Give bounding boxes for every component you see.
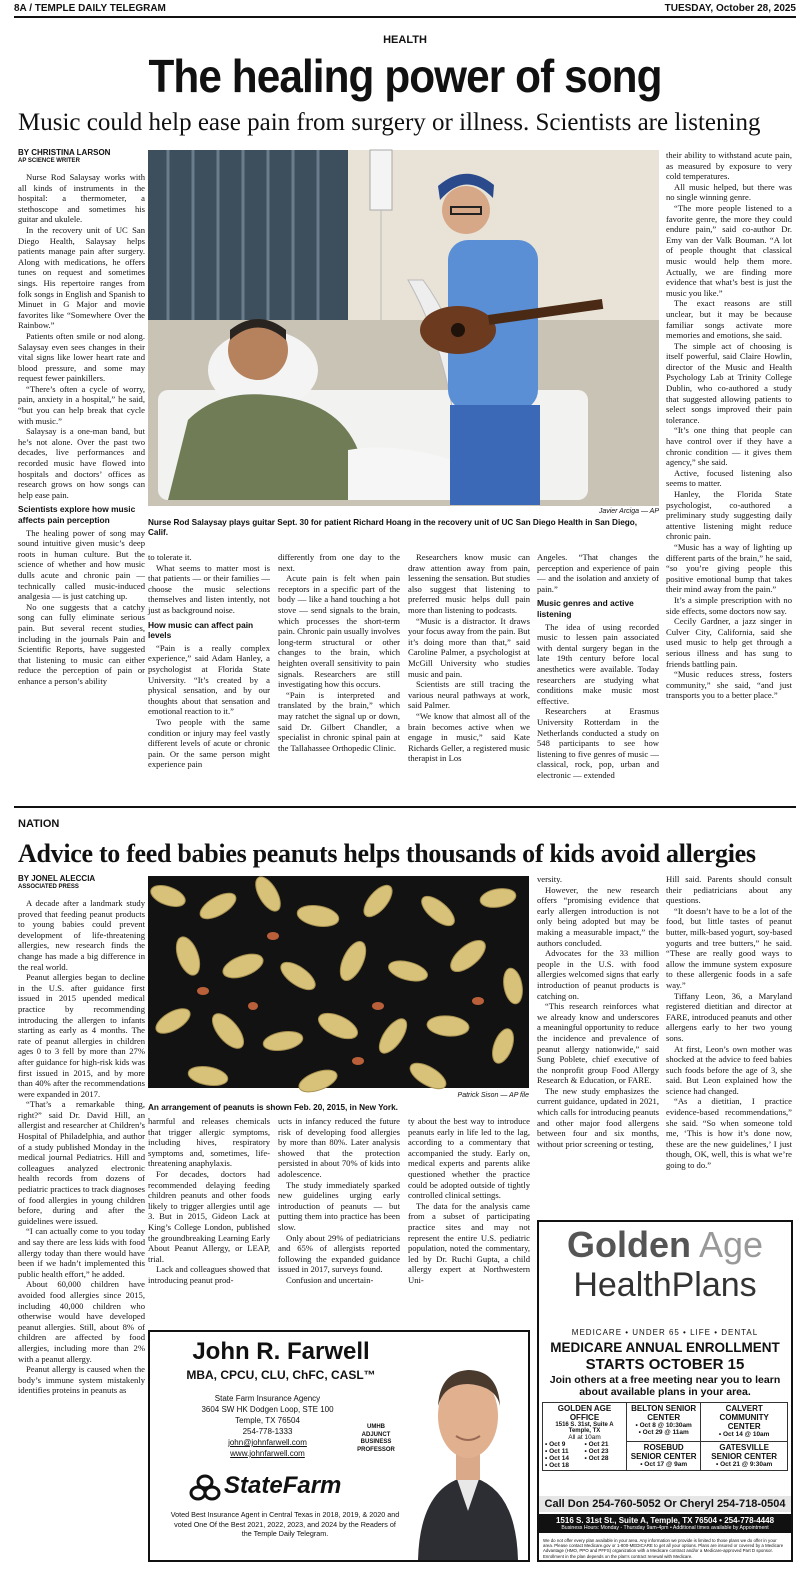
paragraph: In the recovery unit of UC San Diego Health, Salaysay helps patients manage pain after surgery. Along with medications, he offers tunes on request and sometimes sings. His repertoire ranges from folk songs in English and Spanish to Minuet in G Major and movie favorites like “Somewhere Over the Rainbow.” <box>18 224 145 331</box>
photo-credit-sison: Patrick Sison — AP file <box>457 1092 529 1099</box>
paragraph: Active, focused listening also seems to matter. <box>666 467 792 489</box>
paragraph: “Pain is a really complex experience,” said Adam Hanley, a psychologist at Florida State University. “It’s created by a physical sensation, and by our thoughts about that sensation and emotional reaction to it.” <box>148 642 270 717</box>
photo-nurse-guitar <box>148 150 659 506</box>
byline-name: BY JONEL ALECCIA <box>18 874 96 883</box>
meeting-date: • Oct 18 <box>545 1462 569 1469</box>
paragraph: Only about 29% of pediatricians and 65% of allergists reported following the expanded guidance issued in 2017, surveys found. <box>278 1232 400 1275</box>
paragraph: It’s a simple prescription with no side effects, some doctors now say. <box>666 594 792 616</box>
paragraph: The idea of using recorded music to lessen pain associated with dental surgery began in the late 19th century before local anesthetics were available. Today researchers are studying what conditions make music most effective. <box>537 621 659 706</box>
ad-farwell-footer: Voted Best Insurance Agent in Central Texas in 2018, 2019, & 2020 and voted One Of the Best 2021, 2022, 2023, and 2024 by the Readers of the Temple Daily Telegram. <box>170 1510 400 1538</box>
statefarm-ovals-icon <box>190 1474 220 1500</box>
umhb-line: PROFESSOR <box>357 1446 395 1453</box>
golden-hours: Business Hours: Monday - Thursday 9am-4pm • Additional times available by Appointment <box>561 1525 769 1531</box>
golden-brand <box>539 1226 791 1264</box>
story1-column-2 <box>148 552 270 800</box>
meeting-date: • Oct 14 <box>545 1455 569 1462</box>
ad-farwell[interactable] <box>148 1330 530 1562</box>
paragraph: Cecily Gardner, a jazz singer in Culver City, California, said she used music to help get through a serious illness and has sung to friends battling pain. <box>666 616 792 669</box>
paragraph: Patients often smile or nod along. Salaysay even sees changes in their vital signs like lower heart rate and blood pressure, and some may request fewer painkillers. <box>18 330 145 384</box>
photo-caption-peanuts: An arrangement of peanuts is shown Feb. 20, 2015, in New York. <box>148 1103 398 1112</box>
paragraph: Researchers at Erasmus University Rotterdam in the Netherlands conducted a study on 548 participants to see how listening to five genres of music — classical, rock, pop, urban and electronic — extended <box>537 706 659 780</box>
meeting-date: • Oct 29 @ 11am <box>638 1429 689 1436</box>
statefarm-wordmark: StateFarm <box>224 1472 342 1499</box>
location-calvert <box>701 1403 788 1442</box>
headline-healing[interactable]: The healing power of song <box>148 50 662 102</box>
photo-caption-healing: Nurse Rod Salaysay plays guitar Sept. 30 for patient Richard Hoang in the recovery unit of UC San Diego Health in San Diego, Calif. <box>148 518 638 537</box>
paragraph: The simple act of choosing is itself powerful, said Claire Howlin, director of the Music and Health Psychology Lab at Trinity College Dublin, who co-authored a study that suggested allowing patients to select songs improved their pain tolerance. <box>666 340 792 425</box>
paragraph: Angeles. “That changes the perception and experience of pain — and the isolation and anxiety of pain.” <box>537 552 659 594</box>
paragraph: “It’s one thing that people can have control over if they have a chronic condition — it gives them agency,” she said. <box>666 425 792 468</box>
page-date: TUESDAY, October 28, 2025 <box>664 3 796 14</box>
paragraph: Two people with the same condition or injury may feel vastly different levels of acute or chronic pain. Or the same person might experience pain <box>148 716 270 770</box>
story2-column-5 <box>537 874 659 1214</box>
location-title: GATESVILLE SENIOR CENTER <box>711 1442 778 1461</box>
golden-sub: Join others at a free meeting near you to learn about available plans in your area. <box>549 1374 781 1398</box>
location-golden-office <box>543 1403 627 1471</box>
paragraph: Salaysay is a one-man band, but he’s not alone. Over the past two decades, live performances and recorded music have flowed into hospitals and doctors’ offices as research grows on how songs can help ease pain. <box>18 426 145 500</box>
ad-farwell-phone[interactable]: 254-778-1333 <box>242 1427 293 1436</box>
paragraph: The exact reasons are still unclear, but it may be because familiar songs activate more memories and emotions, she said. <box>666 298 792 341</box>
paragraph: All music helped, but there was no single winning genre. <box>666 181 792 203</box>
paragraph: Researchers know music can draw attention away from pain, lessening the sensation. But studies also suggest that listening to preferred music helps dull pain more than listening to podcasts. <box>408 552 530 615</box>
ad-farwell-website[interactable]: www.johnfarwell.com <box>230 1449 305 1458</box>
umhb-line: ADJUNCT <box>361 1431 391 1438</box>
paragraph: At first, Leon’s own mother was shocked at the advice to feed babies such foods before the age of 3, she said. But Leon explained how the science had changed. <box>666 1043 792 1096</box>
office-dates-grid <box>545 1441 624 1469</box>
paragraph: However, the new research offers “promising evidence that early allergen introduction is not only being adopted but may be making a measurable impact,” the authors concluded. <box>537 884 659 948</box>
ad-farwell-name: John R. Farwell <box>192 1338 370 1365</box>
byline-role: ASSOCIATED PRESS <box>18 884 79 890</box>
subhead: Scientists explore how music affects pain perception <box>18 504 136 525</box>
paragraph: “It doesn’t have to be a lot of the food, but little tastes of peanut butter, milk-based yogurt, soy-based yogurts and tree butters,” he said. “These are really good ways to allow the immune system exposure to these allergenic foods in a safe way.” <box>666 905 792 990</box>
paragraph: Tiffany Leon, 36, a Maryland registered dietitian and director at FARE, introduced peanuts and other allergens early to her two young sons. <box>666 990 792 1043</box>
section-label-health: HEALTH <box>383 34 427 46</box>
paragraph: “There’s often a cycle of worry, pain, anxiety in a hospital,” he said, “but you can help break that cycle with music.” <box>18 383 145 426</box>
paragraph: Hanley, the Florida State psychologist, co-authored a preliminary study suggesting daily attentive listening might reduce chronic pain. <box>666 489 792 542</box>
paragraph: “Music reduces stress, fosters community,” she said, “and just transports you to a better place.” <box>666 669 792 701</box>
paragraph: harmful and releases chemicals that trigger allergic symptoms, including hives, respiratory symptoms and, sometimes, life-threatening anaphylaxis. <box>148 1116 270 1169</box>
meeting-date: • Oct 21 @ 9:30am <box>716 1460 773 1468</box>
paragraph: Scientists are still tracing the various neural pathways at work, said Palmer. <box>408 679 530 711</box>
paragraph: Peanut allergy is caused when the body’s immune system mistakenly identifies proteins in peanuts as <box>18 1364 145 1396</box>
paragraph: “This research reinforces what we already know and underscores a meaningful opportunity to reduce the incidence and prevalence of peanut allergy nationwide,” said Sung Poblete, chief executive of the nonprofit group Food Allergy Research & Education, or FARE. <box>537 1001 659 1086</box>
story1-column-4 <box>408 552 530 800</box>
golden-fine-print: We do not offer every plan available in your area. Any information we provide is limited to those plans we do offer in your area. Please contact Medicare.gov or 1-800-MEDICARE to get all your options. Plans are insured or covered by a Medicare Advantage (HMO, PPO and PFFS) organization with a Medicare contract and/or a Medicare-approved Part D sponsor. Enrollment in the plan depends on the plan's contract renewal with Medicare. <box>543 1538 784 1559</box>
brand-age: Age <box>698 1224 764 1265</box>
meeting-date: • Oct 28 <box>584 1455 609 1462</box>
golden-call[interactable]: Call Don 254-760-5052 Or Cheryl 254-718-0504 <box>539 1496 791 1512</box>
peanuts-illustration <box>148 876 529 1088</box>
brand-golden: Golden <box>566 1224 691 1265</box>
paragraph: “We know that almost all of the brain becomes active when we engage in music,” said Kate Richards Geller, a registered music therapist in Los <box>408 710 530 764</box>
paragraph: For decades, doctors had recommended delaying feeding children peanuts and other foods likely to trigger allergies until age 3. But in 2015, Gideon Lack at King’s College London, published the groundbreaking Learning Early About Peanut Allergy, or LEAP, trial. <box>148 1168 270 1264</box>
paragraph: “Pain is interpreted and translated by the brain,” which may ratchet the signal up or down, said Dr. Gilbert Chandler, a specialist in chronic spinal pain at the Tallahassee Orthopedic Clinic. <box>278 689 400 753</box>
paragraph: “The more people listened to a favorite genre, the more they could endure pain,” said co-author Dr. Emy van der Valk Bouman. “A lot of people thought that classical music would help them more. Actually, we are finding more evidence that what’s best is just the music you like.” <box>666 202 792 298</box>
subhead: How music can affect pain levels <box>148 619 254 641</box>
ad-farwell-address2: Temple, TX 76504 <box>235 1416 300 1425</box>
story2-column-6 <box>666 874 792 1214</box>
brand-healthplans: HealthPlans <box>573 1266 757 1304</box>
paragraph: The new study emphasizes the current guidance, updated in 2021, which calls for introducing peanuts and other major food allergens between four and six months, without prior screening or testing, <box>537 1085 659 1149</box>
paragraph: ty about the best way to introduce peanuts early in life led to the lag, according to a commentary that accompanied the study. Early on, medical experts and parents alike questioned whether the practice could be adopted outside of tightly controlled clinical settings. <box>408 1116 530 1201</box>
meeting-date <box>585 1462 625 1469</box>
golden-headline1: MEDICARE ANNUAL ENROLLMENT <box>550 1340 780 1355</box>
paragraph: Peanut allergies began to decline in the U.S. after guidance first issued in 2015 upended medical practice by recommending introducing the allergen to infants starting as early as 4 months. The rate of peanut allergies in children ages 0 to 3 fell by more than 27% after guidance for high-risk kids was first issued in 2015, and by more than 40% after the recommendations were expanded in 2017. <box>18 972 145 1099</box>
golden-tagline: MEDICARE • UNDER 65 • LIFE • DENTAL <box>571 1328 759 1337</box>
story2-column-4 <box>408 1116 530 1326</box>
location-title: CALVERT COMMUNITY CENTER <box>719 1404 769 1431</box>
story2-column-1 <box>18 898 145 1560</box>
headline-peanuts[interactable]: Advice to feed babies peanuts helps thousands of kids avoid allergies <box>18 839 756 868</box>
location-time: All at 10am <box>568 1434 601 1441</box>
paragraph: Advocates for the 33 million people in the U.S. with food allergies welcomed signs that early introduction of peanut products is catching on. <box>537 948 659 1001</box>
paragraph: “That’s a remarkable thing, right?” said Dr. David Hill, an allergist and researcher at Children’s Hospital of Philadelphia, and author of a study published Monday in the medical journal Pediatrics. Hill and colleagues analyzed electronic health records from dozens of pediatric practices to track diagnoses of food allergies in young children before, during and after the guidelines were issued. <box>18 1099 145 1226</box>
paragraph: Hill said. Parents should consult their pediatricians about any questions. <box>666 874 792 906</box>
location-rosebud <box>627 1441 701 1470</box>
ad-farwell-email[interactable]: john@johnfarwell.com <box>228 1438 307 1447</box>
nurse-guitar-illustration <box>148 150 659 506</box>
story1-column-3 <box>278 552 400 800</box>
location-gatesville <box>701 1441 788 1470</box>
story2-column-3 <box>278 1116 400 1326</box>
page-folio: 8A / TEMPLE DAILY TELEGRAM <box>14 3 166 14</box>
paragraph: to tolerate it. <box>148 552 192 562</box>
byline-larson <box>18 148 148 166</box>
umhb-line: UMHB <box>367 1424 385 1430</box>
meeting-date: • Oct 23 <box>584 1448 609 1455</box>
ad-farwell-agency: State Farm Insurance Agency <box>214 1394 321 1403</box>
ad-farwell-address1: 3604 SW HK Dodgen Loop, STE 100 <box>201 1405 334 1414</box>
meeting-date: • Oct 8 @ 10:30am <box>635 1422 692 1429</box>
meeting-date: • Oct 9 <box>545 1441 566 1448</box>
story1-column-1 <box>18 172 145 686</box>
umhb-line: BUSINESS <box>360 1439 392 1445</box>
statefarm-logo <box>190 1472 380 1502</box>
paragraph: “I can actually come to you today and say there are less kids with food allergy today than there would have been if we hadn’t implemented this public health effort,” he added. <box>18 1226 145 1279</box>
story1-column-6 <box>666 150 792 802</box>
paragraph: “Music has a way of lighting up different parts of the brain,” he said, “so you’re giving people this positive emotional bump that takes their mind away from the pain.” <box>666 541 792 595</box>
paragraph: Confusion and uncertain- <box>286 1274 374 1285</box>
section-label-nation: NATION <box>18 818 60 830</box>
story1-column-5 <box>537 552 659 800</box>
location-title: GOLDEN AGE OFFICE <box>557 1404 612 1422</box>
ad-farwell-credentials: MBA, CPCU, CLU, ChFC, CASL™ <box>186 1368 376 1382</box>
paragraph: “Music is a distractor. It draws your focus away from the pain. But it’s doing more than that,” said Caroline Palmer, a psychologist at McGill University who studies music and pain. <box>408 615 530 679</box>
meeting-date: • Oct 21 <box>584 1441 609 1448</box>
photo-credit-arciga: Javier Arciga — AP <box>598 508 659 515</box>
meeting-date: • Oct 14 @ 10am <box>718 1431 770 1438</box>
paragraph: The study immediately sparked new guidelines urging early introduction of peanuts — but putting them into practice has been slow. <box>278 1179 400 1232</box>
byline-name: BY CHRISTINA LARSON <box>18 148 111 157</box>
location-belton <box>627 1403 701 1442</box>
paragraph: Acute pain is felt when pain receptors in a specific part of the body — like a hand touching a hot stove — send signals to the brain, which processes the short-term pain. Chronic pain usually involves long-term structural or other changes to the brain, which heighten overall sensitivity to pain signals. Researchers are still investigating how this occurs. <box>278 573 400 690</box>
paragraph: “As a dietitian, I practice evidence-based recommendations,” she said. “So when someone told me, ‘This is how it’s done now, these are the new guidelines,’ I just though, OK, well, this is what we’re going to do.” <box>666 1096 792 1171</box>
masthead <box>14 3 796 15</box>
subhead: Music genres and active listening <box>537 598 634 619</box>
story2-column-2 <box>148 1116 270 1326</box>
section-divider <box>14 806 796 808</box>
location-address: 1516 S. 31st, Suite A Temple, TX <box>555 1422 614 1434</box>
ad-farwell-umhb <box>346 1424 406 1454</box>
golden-headline2: STARTS OCTOBER 15 <box>585 1356 745 1373</box>
paragraph: The healing power of song may sound intuitive given music’s deep roots in human culture. But the science of whether and how music dulls acute and chronic pain — technically called music-induced analgesia — is just catching up. <box>18 527 145 602</box>
farwell-portrait <box>408 1336 528 1560</box>
meeting-date: • Oct 11 <box>545 1448 569 1455</box>
paragraph: What seems to matter most is that patients — or their families — choose the music selections themselves and listen intently, not just as background noise. <box>148 562 270 615</box>
location-title: ROSEBUD SENIOR CENTER <box>630 1442 697 1461</box>
location-title: BELTON SENIOR CENTER <box>631 1404 697 1422</box>
paragraph: Nurse Rod Salaysay works with all kinds of instruments in the hospital: a thermometer, a stethoscope and sometimes his guitar and ukulele. <box>18 172 145 225</box>
deck-healing: Music could help ease pain from surgery or illness. Scientists are listening <box>18 109 761 136</box>
paragraph: About 60,000 children have avoided food allergies since 2015, including 40,000 children who otherwise would have developed peanut allergies. Still, about 8% of children are affected by food allergies, including more than 2% with a peanut allergy. <box>18 1279 145 1364</box>
paragraph: ucts in infancy reduced the future risk of developing food allergies by more than 80%. Later analysis showed that the protection persisted in about 70% of kids into adolescence. <box>278 1116 400 1179</box>
meeting-date: • Oct 17 @ 9am <box>640 1460 688 1468</box>
golden-address: 1516 S. 31st St., Suite A, Temple, TX 76504 • 254-778-4448 <box>555 1516 775 1525</box>
golden-address-bar <box>539 1514 791 1533</box>
paragraph: Lack and colleagues showed that introducing peanut prod- <box>148 1264 270 1285</box>
byline-role: AP SCIENCE WRITER <box>18 158 80 164</box>
ad-golden-age[interactable] <box>537 1220 793 1562</box>
photo-peanuts <box>148 876 529 1088</box>
paragraph: A decade after a landmark study proved that feeding peanut products to young babies could prevent development of life-threatening allergies, new research finds the change has made a big difference in the real world. <box>18 898 145 972</box>
paragraph: differently from one day to the next. <box>278 552 400 573</box>
paragraph: versity. <box>537 874 562 884</box>
paragraph: No one suggests that a catchy song can fully eliminate serious pain. But several recent studies, including in the journals Pain and Scientific Reports, have suggested that listening to music can either reduce the perception of pain or enhance a person’s ability <box>18 601 145 686</box>
meeting-locations-table <box>542 1402 788 1471</box>
masthead-rule <box>14 16 796 18</box>
portrait-illustration <box>408 1336 528 1560</box>
paragraph: The data for the analysis came from a subset of participating practice sites and may not represent the entire U.S. pediatric population, noted the commentary, led by Dr. Ruchi Gupta, a child allergy expert at Northwestern Uni- <box>408 1200 530 1285</box>
paragraph: their ability to withstand acute pain, as measured by exposure to very cold temperatures. <box>666 150 792 182</box>
byline-aleccia <box>18 874 148 892</box>
